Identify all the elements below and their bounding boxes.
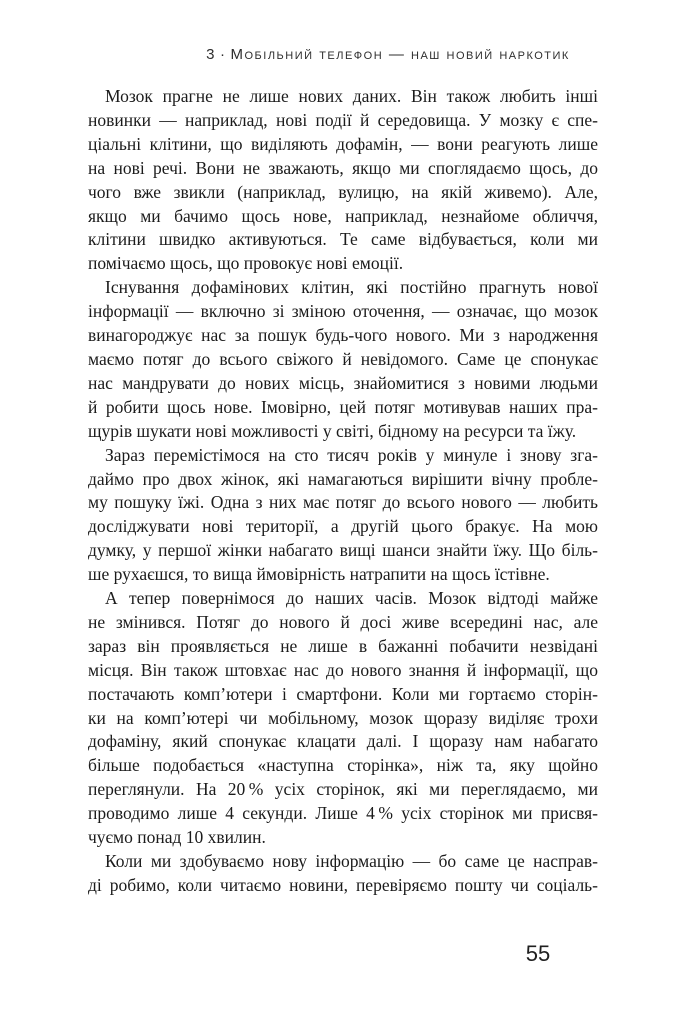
text-line: проводимо лише 4 секунди. Лише 4 % усіх сторінок ми присвя- (88, 803, 598, 824)
running-head (47, 46, 682, 63)
paragraph (88, 587, 598, 850)
text-line: більше подобається «наступна сторінка», ніж та, яку щойно (88, 755, 598, 776)
text-line: нас мандрувати до нових місць, знайомитися з новими людьми (88, 372, 598, 393)
text-line: А тепер повернімося до наших часів. Мозок відтоді майже (105, 588, 598, 609)
text-line: помічаємо щось, що провокує нові емоції. (88, 253, 404, 274)
text-line: думку, у першої жінки набагато вищі шанси знайти їжу. Що біль- (88, 540, 598, 561)
text-line: винагороджує нас за пошук будь-чого нового. Ми з народження (88, 325, 598, 346)
text-line: місця. Він також штовхає нас до нового знання й інформації, що (88, 659, 598, 680)
text-line: інформації — включно зі зміною оточення, — означає, що мозок (88, 301, 598, 322)
paragraph (88, 85, 598, 276)
chapter-number: 3 (206, 46, 216, 63)
text-line: не змінився. Потяг до нового й досі живе всередині нас, але (88, 611, 598, 632)
text-line: Коли ми здобуваємо нову інформацію — бо саме це насправ- (105, 851, 598, 871)
page-number: 55 (525, 941, 551, 966)
text-line: якщо ми бачимо щось нове, наприклад, незнайоме обличчя, (88, 205, 598, 226)
text-line: ціальні клітини, що виділяють дофамін, — вони реагують лише (88, 133, 598, 154)
text-line: зараз він проявляється не лише в бажанні побачити незвідані (88, 635, 598, 656)
text-line: Мозок прагне не лише нових даних. Він також любить інші (105, 86, 598, 106)
text-line: постачають комп’ютери і смартфони. Коли ми гортаємо сторін- (88, 683, 598, 704)
text-line: клітини швидко активуються. Те саме відбувається, коли ми (88, 229, 598, 250)
text-line: на нові речі. Вони не зважають, якщо ми споглядаємо щось, до (88, 157, 598, 178)
text-line: ки на комп’ютері чи мобільному, мозок щоразу виділяє трохи (88, 707, 598, 728)
text-line: ді робимо, коли читаємо новини, перевіряємо пошту чи соціаль- (88, 874, 598, 895)
paragraph (88, 850, 598, 898)
body-text (88, 85, 598, 898)
text-line: маємо потяг до всього свіжого й невідомого. Саме це спонукає (88, 348, 598, 369)
text-line: ше рухаєшся, то вища ймовірність натрапити на щось їстівне. (88, 564, 550, 585)
text-line: досліджувати нові території, а другій цього бракує. На мою (88, 516, 598, 537)
text-line: му пошуку їжі. Одна з них має потяг до всього нового — любить (88, 492, 598, 513)
paragraph (88, 276, 598, 443)
text-line: переглянули. На 20 % усіх сторінок, які ми переглядаємо, ми (88, 779, 598, 800)
paragraph (88, 444, 598, 587)
text-line: Існування дофамінових клітин, які постійно прагнуть нової (105, 277, 598, 298)
header-separator: · (220, 46, 227, 63)
text-line: чуємо понад 10 хвилин. (88, 827, 266, 848)
text-line: дофаміну, який спонукає клацати далі. І щоразу нам набагато (88, 731, 598, 752)
text-line: щурів шукати нові можливості у світі, бідному на ресурси та їжу. (88, 420, 577, 441)
text-line: новинки — наприклад, нові події й середовища. У мозку є спе- (88, 109, 598, 130)
chapter-title: Мобільний телефон — наш новий наркотик (230, 46, 570, 63)
text-line: чого вже звикли (наприклад, вулицю, на якій живемо). Але, (88, 181, 598, 202)
text-line: даймо про двох жінок, які намагаються вирішити вічну пробле- (88, 468, 598, 489)
text-line: Зараз перемістімося на сто тисяч років у минуле і знову зга- (105, 444, 598, 465)
text-line: й робити щось нове. Імовірно, цей потяг мотивував наших пра- (88, 396, 598, 417)
